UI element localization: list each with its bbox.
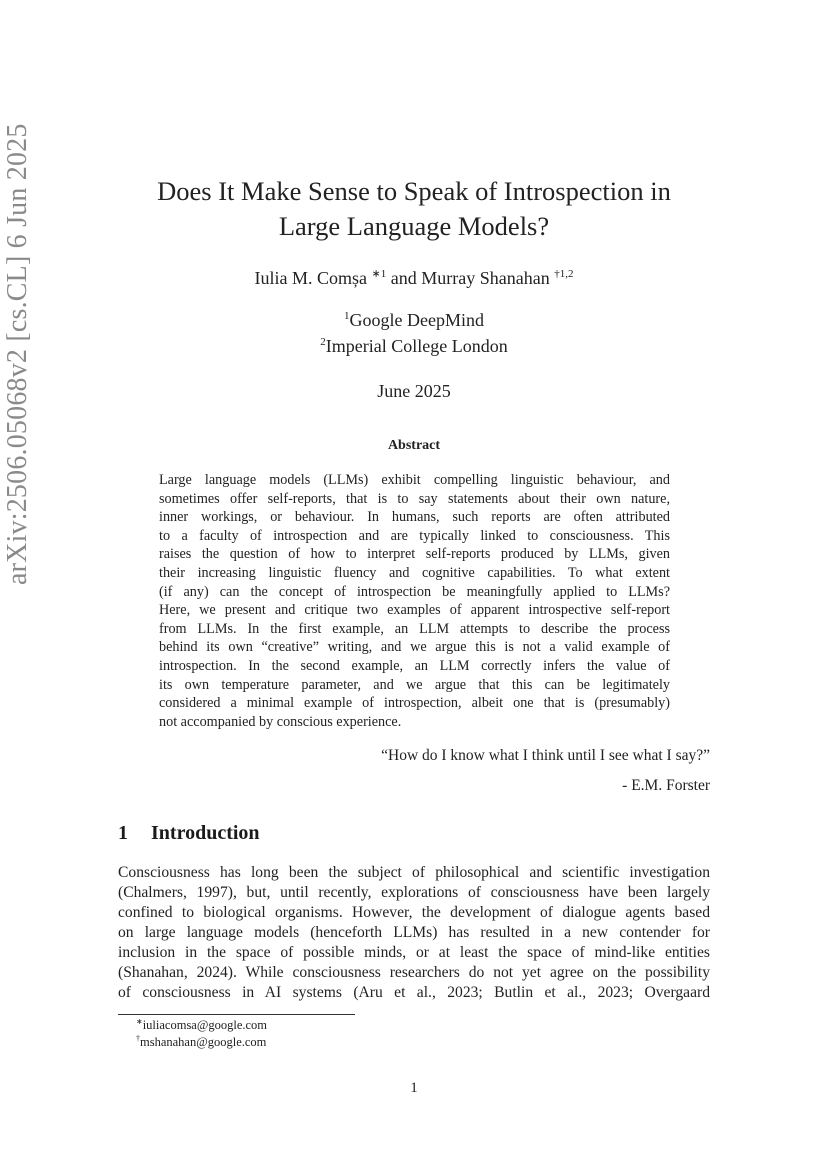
abstract-line: sometimes offer self-reports, that is to say statements about their own nature, — [159, 490, 670, 507]
footnote-1-mark: ∗ — [136, 1016, 143, 1026]
abstract-line: behind its own “creative” writing, and we argue this is not a valid example of — [159, 639, 670, 656]
affiliation-2-mark: 2 — [320, 336, 326, 348]
author-1-mark: ∗1 — [371, 268, 387, 280]
abstract-line: considered a minimal example of introspection, albeit one that is (presumably) — [159, 695, 670, 712]
affiliation-1-mark: 1 — [344, 310, 350, 322]
paper-title — [100, 174, 728, 244]
footnote-2-email[interactable]: mshanahan@google.com — [140, 1035, 267, 1049]
abstract-line: raises the question of how to interpret self-reports produced by LLMs, given — [159, 546, 670, 563]
affiliation-1-name: Google DeepMind — [349, 310, 484, 330]
publication-date: June 2025 — [377, 381, 451, 401]
abstract-line: to a faculty of introspection and are typically linked to consciousness. This — [159, 527, 670, 544]
footnote-2 — [136, 1035, 266, 1050]
author-list — [100, 268, 728, 289]
footnote-rule — [118, 1014, 355, 1015]
epigraph-quote: “How do I know what I think until I see what I say?” — [381, 747, 710, 764]
author-2: Murray Shanahan — [421, 268, 550, 288]
title-line-1: Does It Make Sense to Speak of Introspection in — [157, 176, 671, 206]
section-heading — [118, 822, 260, 845]
abstract-line: Large language models (LLMs) exhibit compelling linguistic behaviour, and — [159, 472, 670, 488]
section-title: Introduction — [151, 822, 260, 844]
affiliation-2-name: Imperial College London — [325, 336, 508, 356]
intro-line: inclusion in the space of possible minds, or at least the space of mind-like entities — [118, 944, 710, 961]
intro-line: (Chalmers, 1997), but, until recently, explorations of consciousness have been largely — [118, 884, 710, 901]
abstract-line: (if any) can the concept of introspection be meaningfully applied to LLMs? — [159, 583, 670, 600]
epigraph-attribution: - E.M. Forster — [622, 777, 710, 794]
abstract-line: their increasing linguistic fluency and cognitive capabilities. To what extent — [159, 564, 670, 581]
section-number: 1 — [118, 822, 128, 844]
affiliation-2 — [100, 336, 728, 357]
intro-line: on large language models (henceforth LLMs) has resulted in a new contender for — [118, 924, 710, 941]
intro-line: (Shanahan, 2024). While consciousness researchers do not yet agree on the possibility — [118, 964, 710, 981]
abstract-heading: Abstract — [387, 438, 441, 453]
intro-line: Consciousness has long been the subject of philosophical and scientific investigation — [118, 864, 710, 881]
footnote-1-email[interactable]: iuliacomsa@google.com — [142, 1018, 268, 1032]
abstract-line: inner workings, or behaviour. In humans, such reports are often attributed — [159, 509, 670, 526]
footnote-2-mark: † — [136, 1033, 140, 1043]
author-1: Iulia M. Comșa — [254, 268, 368, 288]
title-line-2: Large Language Models? — [278, 211, 550, 241]
abstract-body — [159, 471, 670, 731]
abstract-line: not accompanied by conscious experience. — [159, 713, 402, 730]
author-2-mark: †1,2 — [554, 268, 574, 280]
abstract-line: its own temperature parameter, and we argue that this can be legitimately — [159, 676, 670, 693]
author-conjunction: and — [390, 268, 417, 288]
intro-line: of consciousness in AI systems (Aru et al., 2023; Butlin et al., 2023; Overgaard — [118, 984, 710, 1001]
page-number: 1 — [410, 1080, 418, 1096]
arxiv-identifier: arXiv:2506.05068v2 [cs.CL] 6 Jun 2025 — [2, 123, 33, 585]
footnote-1 — [136, 1018, 267, 1033]
abstract-line: from LLMs. In the first example, an LLM attempts to describe the process — [159, 620, 670, 637]
affiliation-1 — [100, 310, 728, 331]
abstract-line: introspection. In the second example, an LLM correctly infers the value of — [159, 657, 670, 674]
introduction-body — [118, 863, 710, 1003]
abstract-line: Here, we present and critique two examples of apparent introspective self-report — [159, 602, 670, 619]
intro-line: confined to biological organisms. However, the development of dialogue agents based — [118, 904, 710, 921]
